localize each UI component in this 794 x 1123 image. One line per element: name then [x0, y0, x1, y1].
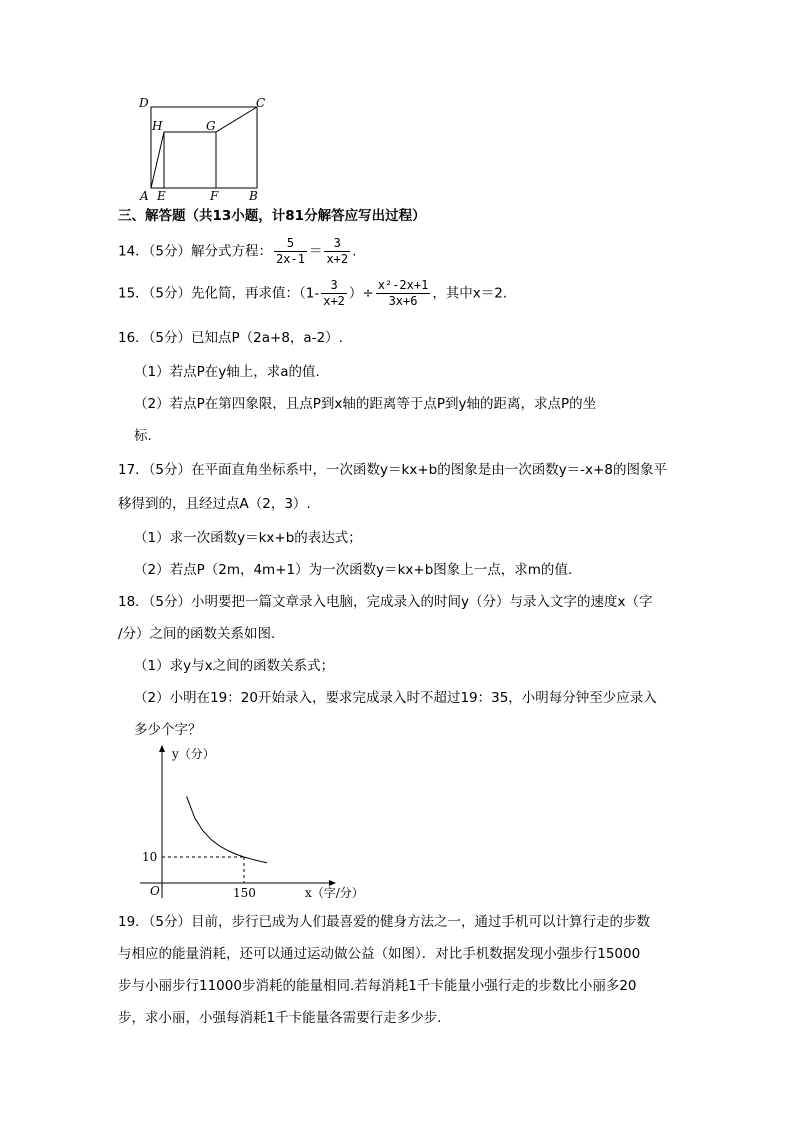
- q18-part-1: （1）求y与x之间的函数关系式；: [134, 658, 335, 674]
- label-c: C: [256, 96, 266, 110]
- q18-function-graph: [135, 740, 375, 905]
- q18-stem-line-1: 18．（5分）小明要把一篇文章录入电脑，完成录入的时间y（分）与录入文字的速度x（字: [118, 594, 653, 610]
- q17-stem-line-1: 17．（5分）在平面直角坐标系中，一次函数y＝kx+b的图象是由一次函数y＝-x+8的图象平: [118, 462, 667, 478]
- rect-abcd: [151, 107, 257, 188]
- label-h: H: [152, 119, 163, 133]
- q19-line-2: 与相应的能量消耗，还可以通过运动做公益（如图）．对比手机数据发现小强步行15000: [118, 946, 641, 962]
- label-a: A: [140, 189, 149, 203]
- q15-frac2-den: 3x+6: [388, 294, 418, 308]
- q15-frac1-den: x+2: [323, 294, 345, 308]
- curve-y-vs-x: [187, 796, 267, 862]
- q19-line-4: 步，求小丽，小强每消耗1千卡能量各需要行走多少步.: [118, 1010, 442, 1026]
- q16-part-2-line-1: （2）若点P在第四象限，且点P到x轴的距离等于点P到y轴的距离，求点P的坐: [134, 396, 597, 412]
- question-14: [118, 236, 356, 267]
- q15-frac2-num: x²-2x+1: [377, 278, 429, 292]
- q15-tail: ，其中x＝2.: [432, 285, 508, 302]
- label-b: B: [249, 189, 258, 203]
- q14-frac2-num: 3: [324, 236, 350, 252]
- q18-part-2-line-2: 多少个字？: [134, 722, 202, 738]
- q16-part-2-line-2: 标.: [134, 428, 152, 444]
- q14-frac2-den: x+2: [326, 252, 349, 266]
- q16-stem: 16．（5分）已知点P（2a+8，a-2）.: [118, 330, 343, 346]
- q14-fraction-2: [324, 236, 350, 267]
- q19-line-3: 步与小丽步行11000步消耗的能量相同.若每消耗1千卡能量小强行走的步数比小丽多20: [118, 978, 637, 994]
- q14-frac1-num: 5: [274, 236, 307, 252]
- label-e: E: [157, 189, 166, 203]
- polyline-a-h-g-c: [151, 107, 257, 188]
- q15-mid: ）÷: [348, 285, 374, 302]
- y-tick-label: 10: [142, 850, 158, 864]
- q17-part-2: （2）若点P（2m，4m+1）为一次函数y＝kx+b图象上一点，求m的值.: [134, 562, 573, 578]
- q15-fraction-2: [376, 278, 431, 309]
- label-g: G: [206, 119, 216, 133]
- q17-stem-line-2: 移得到的，且经过点A（2，3）.: [118, 496, 311, 512]
- q19-line-1: 19．（5分）目前，步行已成为人们最喜爱的健身方法之一，通过手机可以计算行走的步数: [118, 914, 651, 930]
- label-f: F: [210, 189, 219, 203]
- q15-frac1-num: 3: [321, 278, 347, 294]
- q14-fraction-1: [274, 236, 307, 267]
- q16-part-1: （1）若点P在y轴上，求a的值.: [134, 364, 320, 380]
- x-tick-label: 150: [233, 886, 256, 900]
- q14-frac1-den: 2x-1: [276, 252, 305, 266]
- y-axis-label: y（分）: [172, 747, 215, 761]
- q15-lead: 15．（5分）先化简，再求值：（1-: [118, 285, 320, 302]
- rectangle-figure: [135, 92, 270, 204]
- q18-stem-line-2: /分）之间的函数关系如图.: [118, 626, 276, 642]
- question-15: [118, 278, 507, 309]
- q14-lead: 14．（5分）解分式方程：: [118, 243, 273, 260]
- q17-part-1: （1）求一次函数y＝kx+b的表达式；: [134, 530, 362, 546]
- section-header: 三、解答题（共13小题，计81分解答应写出过程）: [118, 208, 426, 224]
- q14-tail: .: [352, 243, 357, 260]
- label-d: D: [139, 96, 149, 110]
- q18-part-2-line-1: （2）小明在19：20开始录入，要求完成录入时不超过19：35，小明每分钟至少应录入: [134, 690, 657, 706]
- x-axis-label: x（字/分）: [305, 886, 364, 900]
- q15-fraction-1: [321, 278, 347, 309]
- origin-label: O: [150, 884, 160, 898]
- q14-op: ＝: [308, 243, 323, 260]
